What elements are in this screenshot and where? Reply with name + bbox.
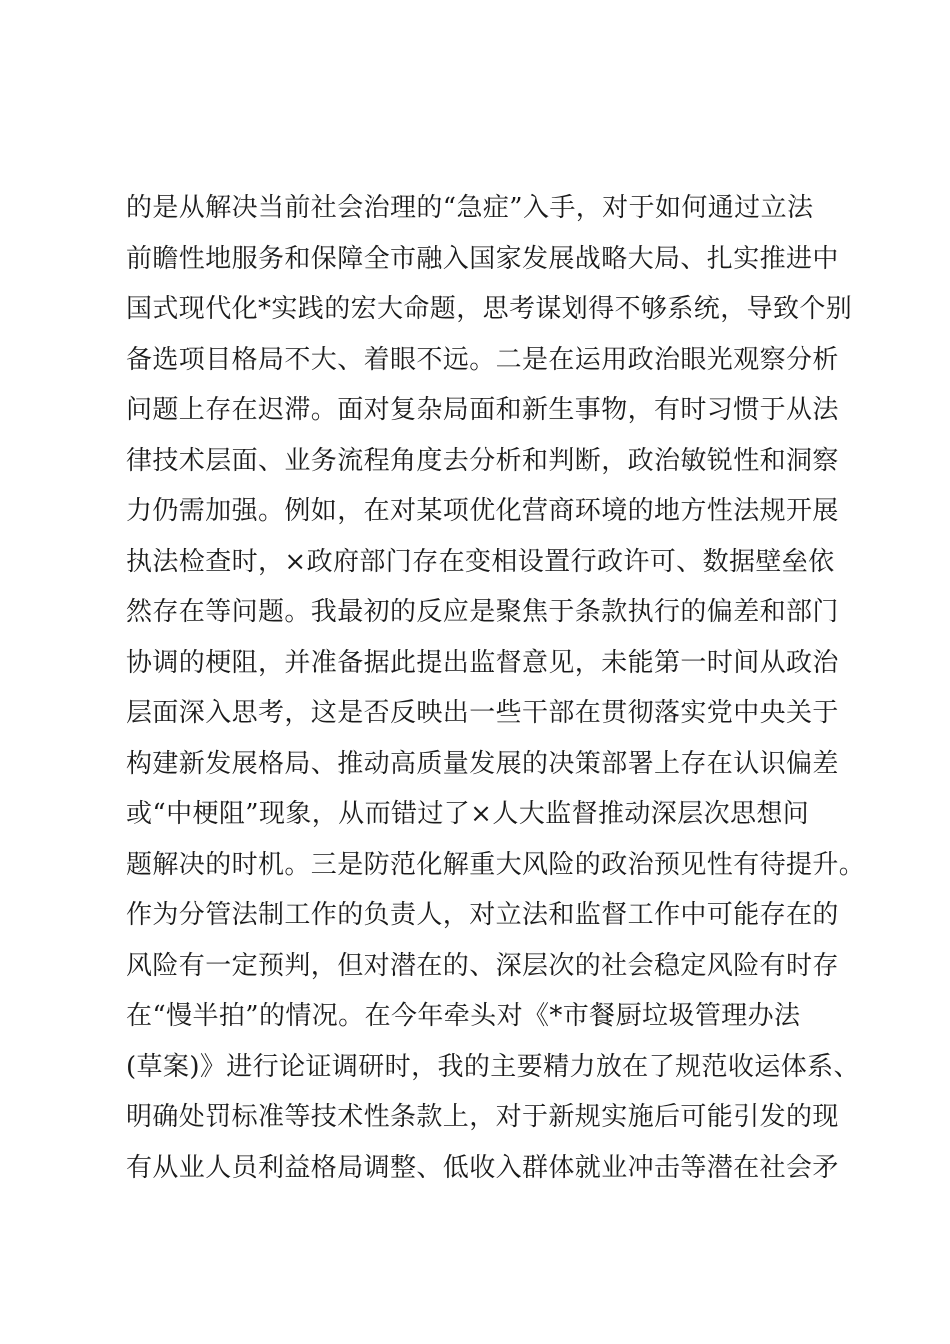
text-line: 的是从解决当前社会治理的“急症”入手，对于如何通过立法: [126, 193, 814, 223]
text-line: 有从业人员利益格局调整、低收入群体就业冲击等潜在社会矛: [126, 1152, 839, 1183]
text-line: 风险有一定预判，但对潜在的、深层次的社会稳定风险有时存: [126, 950, 839, 981]
text-line: 题解决的时机。三是防范化解重大风险的政治预见性有待提升。: [126, 849, 866, 880]
text-line: 国式现代化*实践的宏大命题，思考谋划得不够系统，导致个别: [126, 294, 853, 324]
text-line: (草案)》进行论证调研时，我的主要精力放在了规范收运体系、: [126, 1051, 860, 1082]
text-line: 力仍需加强。例如，在对某项优化营商环境的地方性法规开展: [126, 496, 839, 526]
text-line: 执法检查时，×政府部门存在变相设置行政许可、数据壁垒依: [126, 546, 835, 577]
text-line: 备选项目格局不大、着眼不远。二是在运用政治眼光观察分析: [126, 344, 839, 375]
text-line: 层面深入思考，这是否反映出一些干部在贯彻落实党中央关于: [126, 698, 839, 728]
text-line: 前瞻性地服务和保障全市融入国家发展战略大局、扎实推进中: [126, 243, 839, 274]
text-line: 协调的梗阻，并准备据此提出监督意见，未能第一时间从政治: [126, 647, 839, 678]
text-line: 然存在等问题。我最初的反应是聚焦于条款执行的偏差和部门: [126, 597, 839, 627]
body-text: [126, 183, 866, 1193]
text-line: 构建新发展格局、推动高质量发展的决策部署上存在认识偏差: [126, 748, 839, 779]
text-line: 在“慢半拍”的情况。在今年牵头对《*市餐厨垃圾管理办法: [126, 1001, 801, 1031]
text-line: 作为分管法制工作的负责人，对立法和监督工作中可能存在的: [126, 900, 839, 930]
text-line: 律技术层面、业务流程角度去分析和判断，政治敏锐性和洞察: [126, 445, 839, 476]
text-line: 或“中梗阻”现象，从而错过了×人大监督推动深层次思想问: [126, 799, 810, 829]
text-line: 明确处罚标准等技术性条款上，对于新规实施后可能引发的现: [126, 1102, 839, 1132]
text-line: 问题上存在迟滞。面对复杂局面和新生事物，有时习惯于从法: [126, 395, 839, 425]
